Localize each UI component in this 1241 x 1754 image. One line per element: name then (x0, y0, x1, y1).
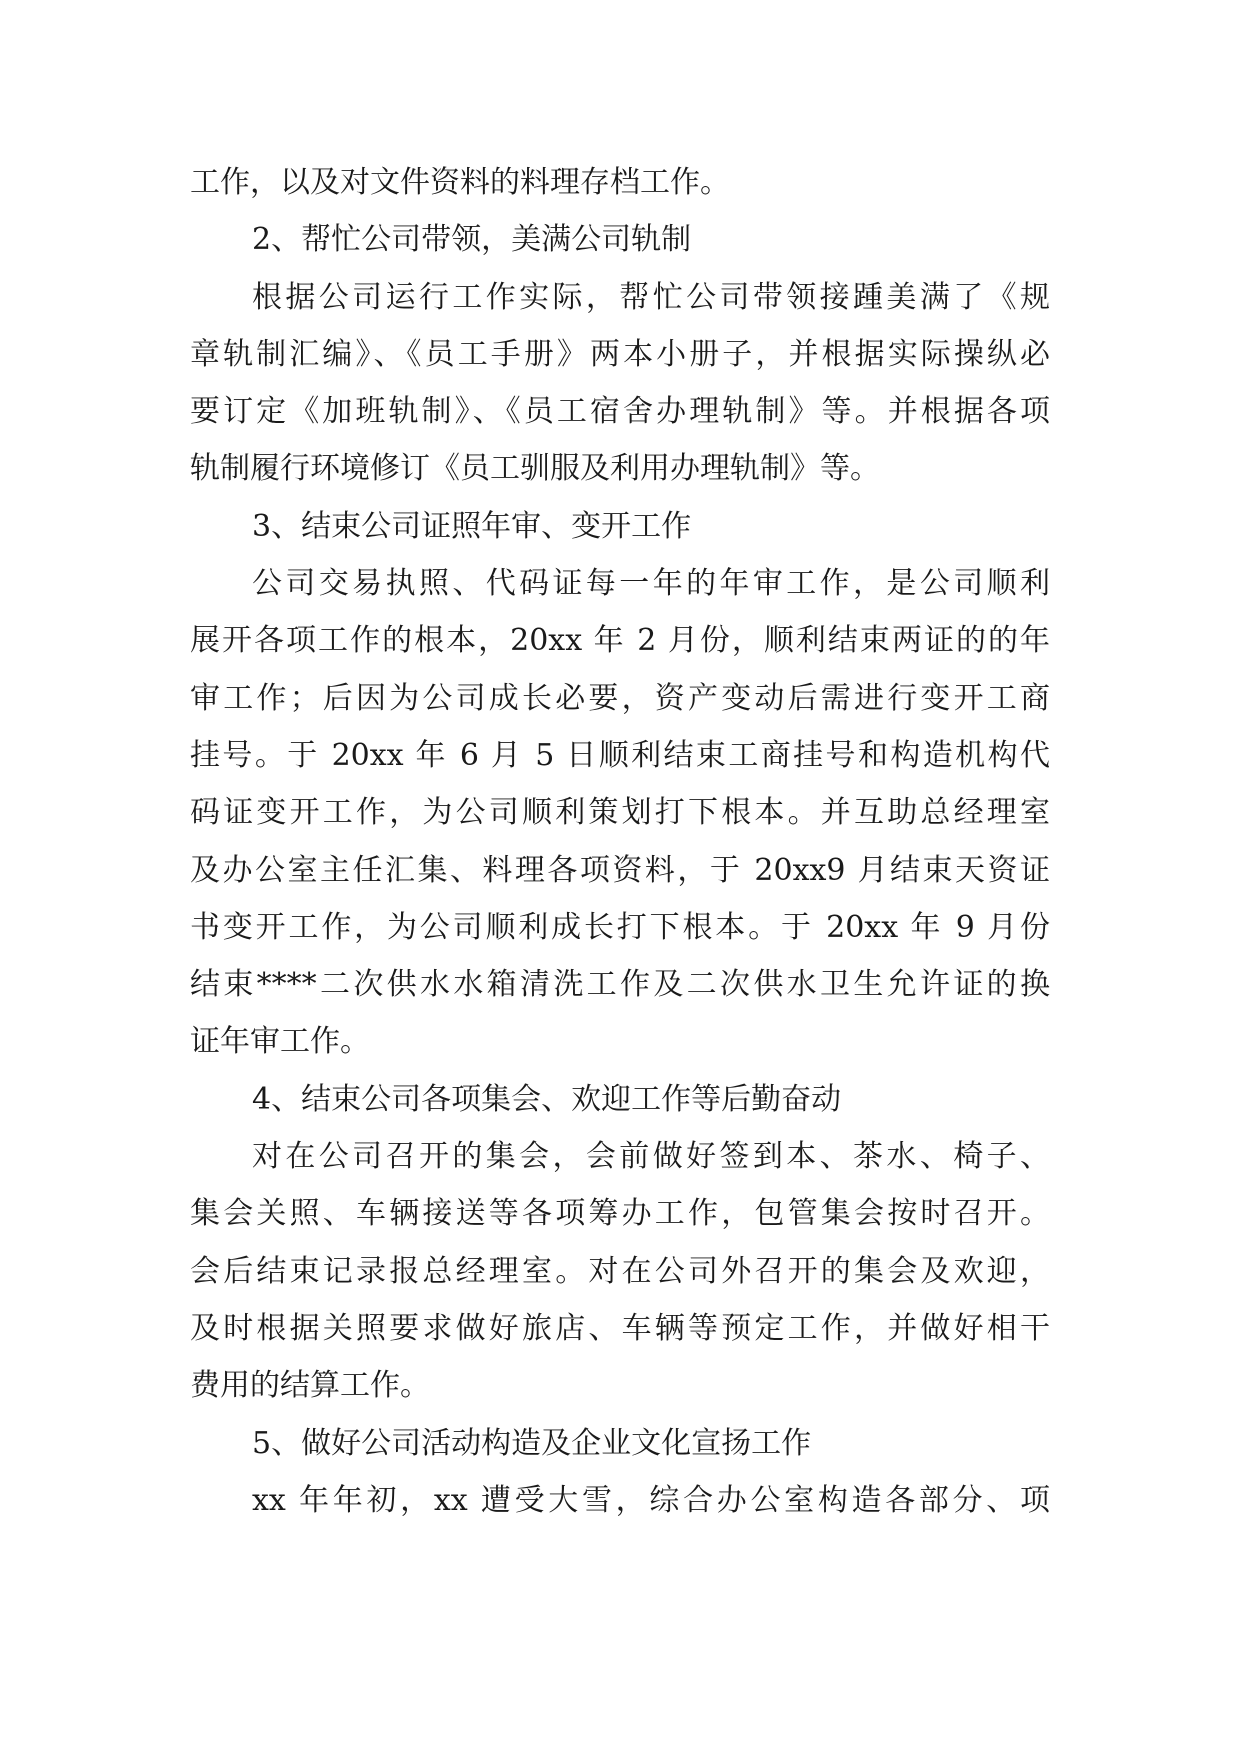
text-line: 结束****二次供水水箱清洗工作及二次供水卫生允许证的换 (190, 967, 1050, 1003)
text-line: 轨制履行环境修订《员工驯服及利用办理轨制》等。 (190, 451, 880, 487)
text-line: 公司交易执照、代码证每一年的年审工作，是公司顺利 (252, 566, 1050, 602)
text-line: 3、结束公司证照年审、变开工作 (252, 508, 692, 544)
text-line: 要订定《加班轨制》、《员工宿舍办理轨制》等。并根据各项 (190, 394, 1050, 430)
text-line: 及办公室主任汇集、料理各项资料，于 20xx9 月结束天资证 (190, 852, 1050, 888)
text-line: 5、做好公司活动构造及企业文化宣扬工作 (252, 1425, 812, 1461)
text-line: xx 年年初，xx 遭受大雪，综合办公室构造各部分、项 (252, 1482, 1050, 1518)
text-line: 工作，以及对文件资料的料理存档工作。 (190, 165, 730, 200)
text-line: 书变开工作，为公司顺利成长打下根本。于 20xx 年 9 月份 (190, 909, 1050, 945)
document-page (190, 154, 1050, 1529)
text-line: 码证变开工作，为公司顺利策划打下根本。并互助总经理室 (190, 795, 1050, 831)
text-line: 证年审工作。 (190, 1024, 370, 1060)
text-line: 根据公司运行工作实际，帮忙公司带领接踵美满了《规 (252, 279, 1050, 315)
text-line: 会后结束记录报总经理室。对在公司外召开的集会及欢迎， (190, 1253, 1050, 1289)
text-line: 集会关照、车辆接送等各项筹办工作，包管集会按时召开。 (190, 1196, 1050, 1232)
text-line: 挂号。于 20xx 年 6 月 5 日顺利结束工商挂号和构造机构代 (190, 737, 1050, 773)
text-line: 费用的结算工作。 (190, 1368, 430, 1404)
text-line: 对在公司召开的集会，会前做好签到本、茶水、椅子、 (252, 1139, 1050, 1175)
text-line: 2、帮忙公司带领，美满公司轨制 (252, 222, 692, 258)
text-line: 审工作；后因为公司成长必要，资产变动后需进行变开工商 (190, 680, 1050, 716)
text-line: 章轨制汇编》、《员工手册》两本小册子，并根据实际操纵必 (190, 336, 1050, 372)
text-line: 展开各项工作的根本，20xx 年 2 月份，顺利结束两证的的年 (190, 623, 1050, 659)
text-line: 及时根据关照要求做好旅店、车辆等预定工作，并做好相干 (190, 1310, 1050, 1346)
text-line: 4、结束公司各项集会、欢迎工作等后勤奋动 (252, 1081, 842, 1117)
